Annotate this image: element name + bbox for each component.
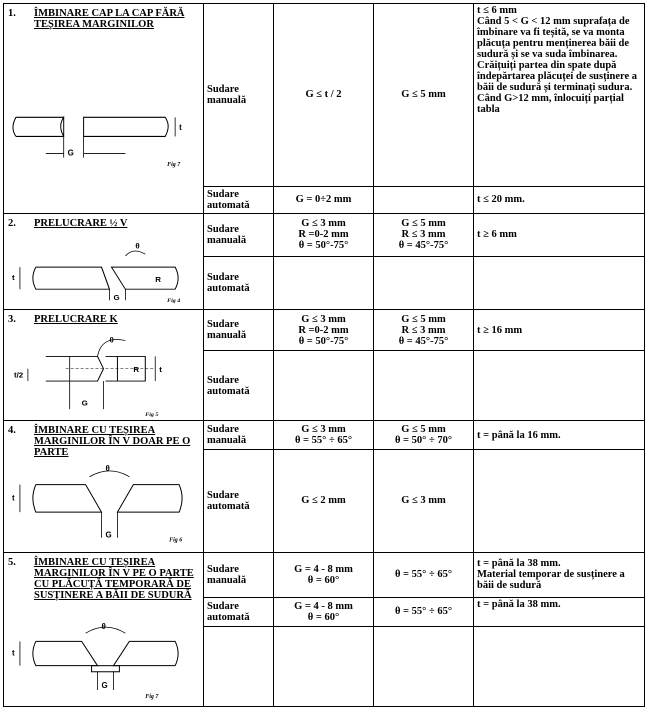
weld-type: Sudare automată (204, 351, 274, 421)
manual-params: G ≤ 3 mm R =0-2 mm θ = 50°-75° (274, 213, 374, 256)
auto-params: G ≤ 5 mm (374, 4, 474, 187)
auto-params: G ≤ 5 mm R ≤ 3 mm θ = 45°-75° (374, 213, 474, 256)
notes: t ≤ 6 mm Când 5 < G < 12 mm suprafața de îmbinare va fi teșită, se va monta plăcuța pentru menținerea băii de sudură și se va suda îmbinarea. Crăițuiți partea din spate după îndepărtarea plăcuței de susținere a băii de sudură și terminați sudura. Când G>12 mm, înlocuiți parțial tabla (474, 4, 645, 187)
dim-t: t (11, 648, 15, 658)
dim-theta: θ (105, 464, 110, 474)
auto-params: G ≤ 3 mm (374, 450, 474, 553)
manual-params: G = 4 - 8 mm θ = 60° (274, 552, 374, 597)
manual-params: G ≤ t / 2 (274, 4, 374, 187)
notes: t = până la 38 mm. Material temporar de susținere a băii de sudură (474, 552, 645, 597)
notes: t = până la 16 mm. (474, 421, 645, 450)
manual-params: G ≤ 2 mm (274, 450, 374, 553)
auto-params: θ = 55° ÷ 65° (374, 597, 474, 626)
weld-type: Sudare manuală (204, 213, 274, 256)
section-number: 2. (8, 217, 16, 229)
notes (474, 626, 645, 706)
manual-params: G ≤ 3 mm θ = 55° ÷ 65° (274, 421, 374, 450)
weld-type: Sudare manuală (204, 310, 274, 351)
section-5-figure-cell (4, 552, 204, 706)
dim-t: t (11, 272, 15, 282)
joint-diagram-2 (6, 234, 201, 308)
dim-g: G (67, 148, 74, 158)
figure-label: Fig 4 (167, 297, 181, 304)
section-title: ÎMBINARE CAP LA CAP FĂRĂ TEȘIREA MARGINILOR (34, 8, 185, 31)
dim-g: G (81, 399, 88, 408)
auto-params (374, 186, 474, 213)
weld-type: Sudare automată (204, 597, 274, 626)
figure-label: Fig 5 (145, 412, 159, 419)
weld-type: Sudare automată (204, 450, 274, 553)
manual-params: G = 0÷2 mm (274, 186, 374, 213)
manual-params (274, 256, 374, 309)
section-1-figure-cell (4, 4, 204, 214)
weld-type: Sudare manuală (204, 421, 274, 450)
dim-t: t (11, 493, 15, 503)
section-3-figure-cell (4, 310, 204, 421)
section-number: 5. (8, 556, 16, 568)
joint-diagram-5 (6, 619, 201, 704)
dim-g: G (101, 680, 108, 690)
section-title: ÎMBINARE CU TEȘIREA MARGINILOR ÎN V PE O PARTE CU PLĂCUȚĂ TEMPORARĂ DE SUSȚINERE A BĂII DE SUDURĂ (34, 556, 194, 601)
joint-diagram-3 (6, 330, 201, 418)
notes: t = până la 38 mm. (474, 597, 645, 626)
figure-label: Fig 7 (145, 693, 159, 700)
dim-t: t (159, 365, 162, 375)
section-title: ÎMBINARE CU TEȘIREA MARGINILOR ÎN V DOAR PE O PARTE (34, 425, 191, 459)
section-number: 1. (8, 8, 16, 19)
notes: t ≤ 20 mm. (474, 186, 645, 213)
notes (474, 256, 645, 309)
welding-joints-table (3, 3, 645, 707)
manual-params (274, 351, 374, 421)
auto-params (374, 256, 474, 309)
notes (474, 450, 645, 553)
notes (474, 351, 645, 421)
weld-type: Sudare automată (204, 186, 274, 213)
weld-type: Sudare automată (204, 256, 274, 309)
manual-params (274, 626, 374, 706)
weld-type: Sudare manuală (204, 552, 274, 597)
section-number: 4. (8, 425, 16, 437)
manual-params: G ≤ 3 mm R =0-2 mm θ = 50°-75° (274, 310, 374, 351)
auto-params (374, 626, 474, 706)
figure-label: Fig 6 (169, 537, 183, 544)
notes: t ≥ 16 mm (474, 310, 645, 351)
figure-label: Fig 7 (167, 161, 181, 169)
dim-g: G (113, 293, 120, 302)
section-number: 3. (8, 314, 16, 326)
section-title: PRELUCRARE ½ V (34, 217, 128, 229)
auto-params: G ≤ 5 mm θ = 50° ÷ 70° (374, 421, 474, 450)
dim-theta: θ (101, 621, 106, 631)
section-4-figure-cell (4, 421, 204, 553)
section-2-figure-cell (4, 213, 204, 310)
auto-params: G ≤ 5 mm R ≤ 3 mm θ = 45°-75° (374, 310, 474, 351)
auto-params (374, 351, 474, 421)
dim-t: t (179, 122, 182, 133)
dim-theta: θ (109, 336, 114, 345)
dim-r: R (133, 365, 140, 375)
joint-diagram-1 (6, 94, 201, 211)
auto-params: θ = 55° ÷ 65° (374, 552, 474, 597)
manual-params: G = 4 - 8 mm θ = 60° (274, 597, 374, 626)
section-title: PRELUCRARE K (34, 314, 118, 326)
joint-diagram-4 (6, 461, 201, 550)
notes: t ≥ 6 mm (474, 213, 645, 256)
dim-g: G (105, 531, 112, 540)
dim-theta: θ (135, 241, 140, 251)
dim-half-t: t/2 (13, 371, 24, 380)
weld-type: Sudare manuală (204, 4, 274, 187)
dim-r: R (155, 274, 161, 284)
weld-type (204, 626, 274, 706)
